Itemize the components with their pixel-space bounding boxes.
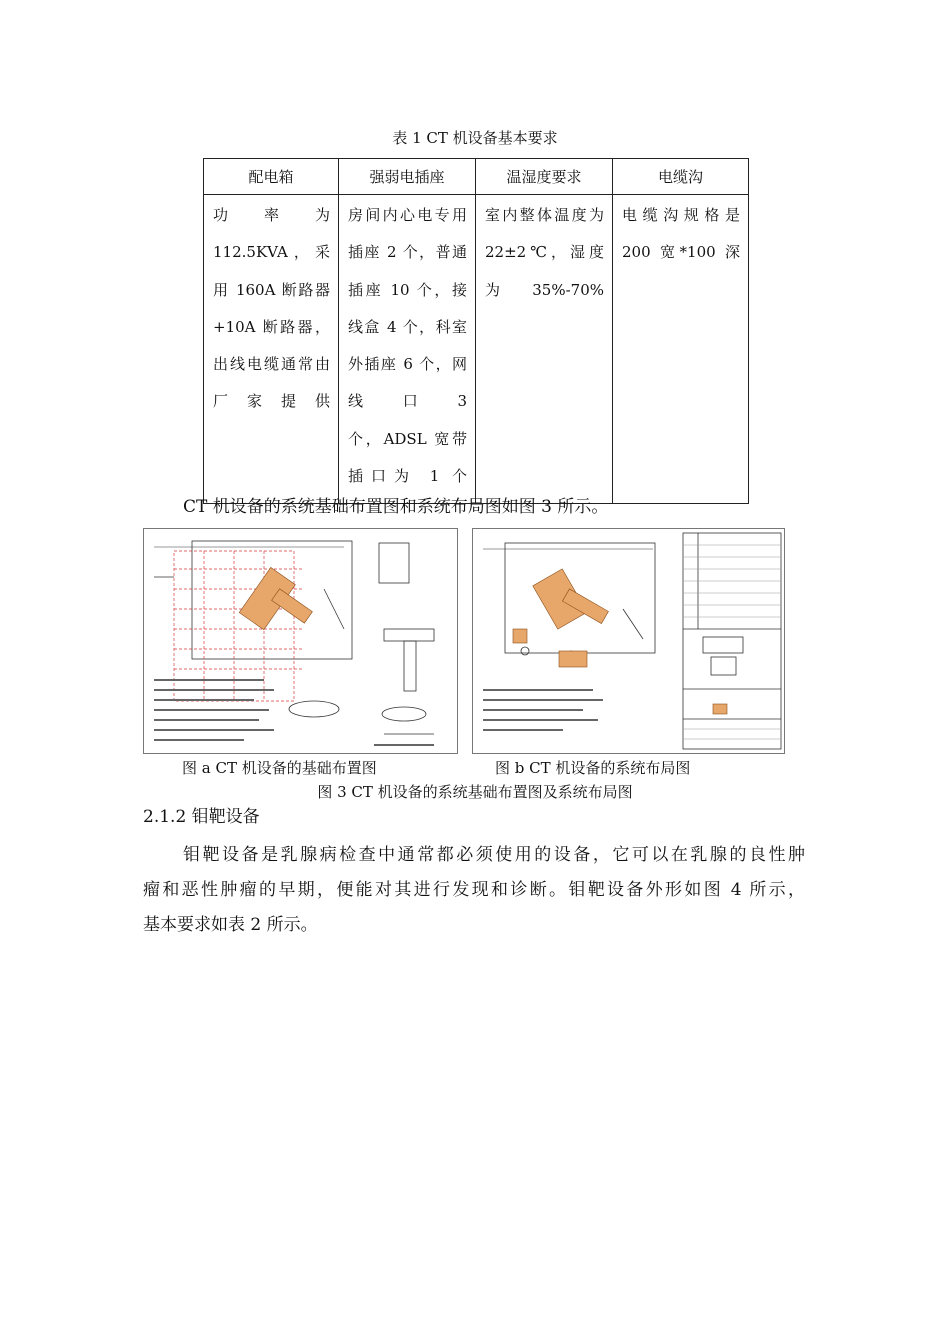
section-heading: 2.1.2 钼靶设备: [143, 807, 260, 827]
cell-line: 外插座 6 个，网: [348, 355, 467, 374]
paragraph-line: 钼靶设备是乳腺病检查中通常都必须使用的设备，它可以在乳腺的良性肿: [183, 845, 805, 865]
figure-b-drawing: [472, 528, 785, 754]
cell-line: 个，ADSL 宽带: [348, 429, 467, 448]
cell-line: 插座 2 个，普通: [348, 243, 467, 262]
header-cell: 电缆沟: [613, 159, 749, 195]
cell-line: 22±2℃，湿度: [485, 243, 604, 262]
figure-a-drawing: [143, 528, 458, 754]
cell-line: 线 口 3: [348, 392, 467, 411]
requirements-table: [203, 158, 749, 504]
header-cell: 温湿度要求: [476, 159, 613, 195]
paragraph-line: 瘤和恶性肿瘤的早期，便能对其进行发现和诊断。钼靶设备外形如图 4 所示，: [143, 880, 805, 900]
cell-line: 出线电缆通常由: [213, 355, 330, 374]
cell-sockets: [339, 195, 476, 504]
table-caption: 表 1 CT 机设备基本要求: [392, 129, 558, 147]
cell-line: 室内整体温度为: [485, 206, 604, 224]
cell-line: 线盒 4 个，科室: [348, 317, 467, 336]
foundation-layout-drawing: [144, 529, 457, 753]
figure-b-label: 图 b CT 机设备的系统布局图: [495, 759, 691, 777]
section-paragraph: [143, 838, 805, 943]
cell-line: 房间内心电专用: [348, 206, 467, 224]
cell-line: 功 率 为: [213, 206, 330, 224]
figure-intro-text: CT 机设备的系统基础布置图和系统布局图如图 3 所示。: [183, 497, 609, 517]
header-cell: 强弱电插座: [339, 159, 476, 195]
cell-line: 112.5KVA，采: [213, 243, 330, 262]
cell-cable-trench: [613, 195, 749, 504]
header-cell: 配电箱: [204, 159, 339, 195]
cell-line: 用 160A 断路器: [213, 280, 330, 299]
system-layout-drawing: [473, 529, 784, 753]
cell-line: +10A 断路器，: [213, 317, 330, 336]
figure-a-label: 图 a CT 机设备的基础布置图: [182, 759, 377, 777]
cell-line: 200 宽*100 深: [622, 243, 740, 262]
cell-line: 为 35%-70%: [485, 280, 604, 299]
cell-line: 电缆沟规格是: [622, 206, 740, 224]
figure-caption: 图 3 CT 机设备的系统基础布置图及系统布局图: [317, 783, 633, 801]
cell-line: 插口为 1 个: [348, 467, 467, 486]
cell-power-box: [204, 195, 339, 504]
table-row: [204, 195, 749, 504]
cell-temp-humidity: [476, 195, 613, 504]
cell-line: 厂家提供: [213, 392, 330, 411]
table-header-row: [204, 159, 749, 195]
cell-line: 插座 10 个，接: [348, 280, 467, 299]
paragraph-line: 基本要求如表 2 所示。: [143, 915, 318, 935]
